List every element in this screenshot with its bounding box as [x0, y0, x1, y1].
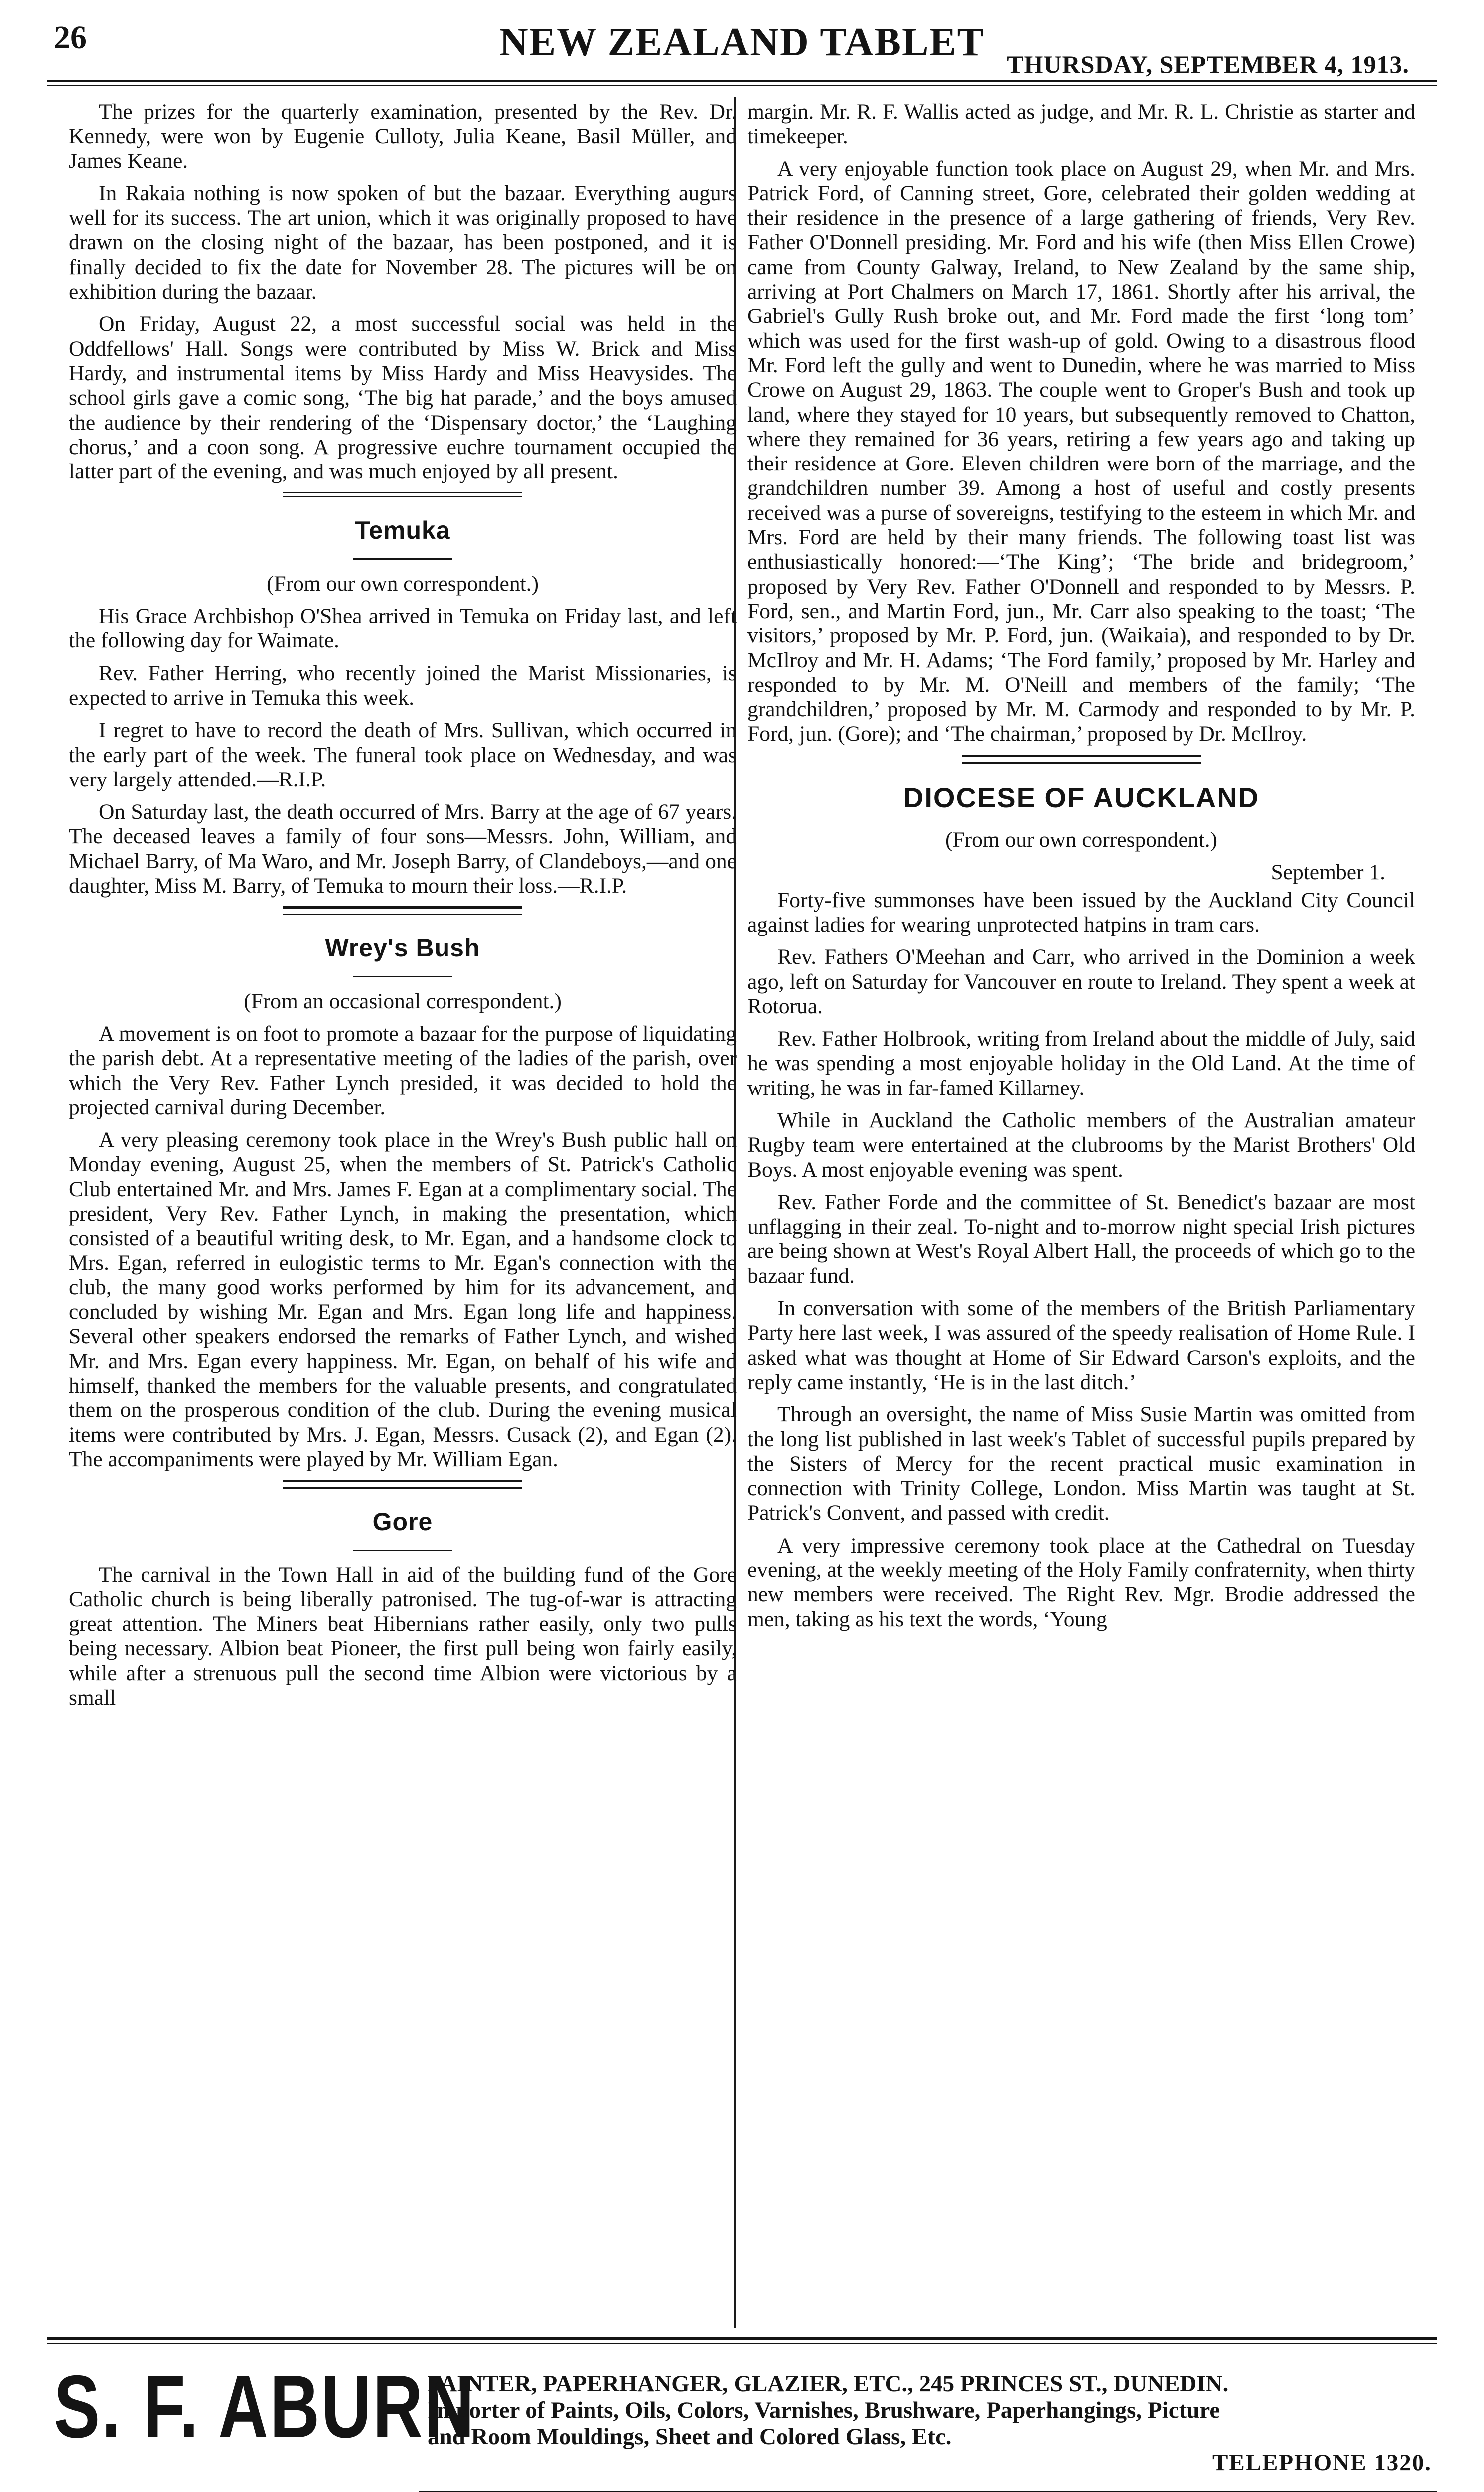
paragraph: A very pleasing ceremony took place in the Wrey's Bush public hall on Monday evening, August 25, when the members of St. Patrick's Catholic Club entertained Mr. and Mrs. James F. Egan at a complimentary social. The president, Very Rev. Father Lynch, in making the presentation, which consisted of a beautiful writing desk, to Mr. Egan, and a handsome clock to Mrs. Egan, referred in eulogistic terms to Mr. Egan's connection with the club, the many good works performed by him for its advancement, and concluded by wishing Mr. Egan and Mrs. Egan long life and happiness. Several other speakers endorsed the remarks of Father Lynch, and wished Mr. and Mrs. Egan every happiness. Mr. Egan, on behalf of his wife and himself, thanked the members for the valuable presents, and congratulated them on the prosperous condition of the club. During the evening musical items were contributed by Mrs. J. Egan, Messrs. Cusack (2), and Egan (2). The accompaniments were played by Mr. William Egan.	[69, 1128, 737, 1471]
masthead-rule-bottom	[47, 85, 1437, 86]
section-separator	[283, 906, 522, 915]
paragraph: The prizes for the quarterly examination, presented by the Rev. Dr. Kennedy, were won by Eugenie Culloty, Julia Keane, Basil Müller, and James Keane.	[69, 100, 737, 173]
paragraph: Rev. Fathers O'Meehan and Carr, who arrived in the Dominion a week ago, left on Saturday for Vancouver en route to Ireland. They spent a week at Rotorua.	[747, 945, 1415, 1018]
advert-line-2: Importer of Paints, Oils, Colors, Varnishes, Brushware, Paperhangings, Picture	[428, 2397, 1220, 2423]
advert-line-3: and Room Mouldings, Sheet and Colored Glass, Etc.	[428, 2424, 952, 2450]
paragraph: A very impressive ceremony took place at the Cathedral on Tuesday evening, at the weekly meeting of the Holy Family confraternity, when thirty new members were received. The Right Rev. Mgr. Brodie addressed the men, taking as his text the words, ‘Young	[747, 1533, 1415, 1631]
page-number: 26	[54, 19, 87, 56]
masthead-rule-top	[47, 80, 1437, 82]
left-column	[69, 100, 737, 1718]
footer-rule-top	[47, 2337, 1437, 2340]
publication-title: NEW ZEALAND TABLET	[499, 20, 985, 64]
heading-underline	[353, 558, 452, 560]
heading-underline	[353, 1550, 452, 1551]
section-separator	[283, 492, 522, 497]
byline: (From our own correspondent.)	[266, 571, 539, 596]
paragraph: The carnival in the Town Hall in aid of the building fund of the Gore Catholic church is being liberally patronised. The tug-of-war is attracting great attention. The Miners beat Hibernians rather easily, only two pulls being necessary. Albion beat Pioneer, the first pull being won fairly easily, while after a strenuous pull the second time Albion were victorious by a small	[69, 1562, 737, 1710]
paragraph: On Saturday last, the death occurred of Mrs. Barry at the age of 67 years. The deceased leaves a family of four sons—Messrs. John, William, and Michael Barry, of Ma Waro, and Mr. Joseph Barry, of Clandeboys,—and one daughter, Miss M. Barry, of Temuka to mourn their loss.—R.I.P.	[69, 800, 737, 898]
section-separator	[962, 755, 1201, 764]
byline: (From our own correspondent.)	[945, 828, 1218, 852]
paragraph: In Rakaia nothing is now spoken of but the bazaar. Everything augurs well for its success. The art union, which it was originally proposed to have drawn on the closing night of the bazaar, has been postponed, and it is finally decided to fix the date for November 28. The pictures will be on exhibition during the bazaar.	[69, 181, 737, 304]
advert-telephone: TELEPHONE 1320.	[1212, 2450, 1432, 2476]
paragraph: A very enjoyable function took place on August 29, when Mr. and Mrs. Patrick Ford, of Canning street, Gore, celebrated their golden wedding at their residence in the presence of a large gathering of friends, Very Rev. Father O'Donnell presiding. Mr. Ford and his wife (then Miss Ellen Crowe) came from County Galway, Ireland, to New Zealand by the same ship, arriving at Port Chalmers on March 17, 1861. Shortly after his arrival, the Gabriel's Gully Rush broke out, and Mr. Ford made the first ‘long tom’ which was used for the first wash-up of gold. Owing to a disastrous flood Mr. Ford left the gully and went to Dunedin, where he was married to Miss Crowe on August 29, 1863. The couple went to Groper's Bush and took up land, where they stayed for 10 years, but subsequently removed to Chatton, where they remained for 36 years, retiring a few years ago and taking up their residence at Gore. Eleven children were born of the marriage, and the grandchildren number 39. Among a host of useful and costly presents received was a purse of sovereigns, testifying to the esteem in which Mr. and Mrs. Ford are held by their many friends. The following toast list was enthusiastically honored:—‘The King’; ‘The bride and bridegroom,’ proposed by Very Rev. Father O'Donnell and responded to by Messrs. P. Ford, sen., and Martin Ford, jun., Mr. Carr also speaking to the toast; ‘The visitors,’ proposed by Mr. P. Ford, jun. (Waikaia), and responded to by Dr. McIlroy and Mr. H. Adams; ‘The Ford family,’ proposed by Mr. Harley and responded to by Mr. M. O'Neill and members of the family; ‘The grandchildren,’ proposed by Mr. M. Carmody and responded to by Mr. P. Ford, jun. (Gore); and ‘The chairman,’ proposed by Dr. McIlroy.	[747, 156, 1415, 746]
paragraph-continued: margin. Mr. R. F. Wallis acted as judge, and Mr. R. L. Christie as starter and timekeeper.	[747, 100, 1415, 149]
paragraph: On Friday, August 22, a most successful social was held in the Oddfellows' Hall. Songs were contributed by Miss W. Brick and Miss Hardy, and instrumental items by Miss Hardy and Miss Heavysides. The school girls gave a comic song, ‘The big hat parade,’ and the boys amused the audience by their rendering of the ‘Dispensary doctor,’ the ‘Laughing chorus,’ and a coon song. A progressive euchre tournament occupied the latter part of the evening, and was much enjoyed by all present.	[69, 312, 737, 484]
paragraph: In conversation with some of the members of the British Parliamentary Party here last week, I was assured of the speedy realisation of Home Rule. I asked what was thought at Home of Sir Edward Carson's exploits, and the reply came instantly, ‘He is in the last ditch.’	[747, 1296, 1415, 1394]
paragraph: Rev. Father Holbrook, writing from Ireland about the middle of July, said he was spending a most enjoyable holiday in the Old Land. At the time of writing, he was in far-famed Killarney.	[747, 1027, 1415, 1100]
right-column	[747, 100, 1415, 1640]
section-heading-temuka: Temuka	[355, 516, 450, 545]
paragraph: While in Auckland the Catholic members of the Australian amateur Rugby team were entertained at the clubrooms by the Marist Brothers' Old Boys. A most enjoyable evening was spent.	[747, 1108, 1415, 1182]
section-separator	[283, 1480, 522, 1489]
byline: (From an occasional correspondent.)	[244, 989, 562, 1013]
heading-underline	[353, 976, 452, 977]
footer-rule-bottom	[47, 2343, 1437, 2344]
advert-line-1: PAINTER, PAPERHANGER, GLAZIER, ETC., 245 PRINCES ST., DUNEDIN.	[428, 2371, 1229, 2397]
section-heading-auckland: DIOCESE OF AUCKLAND	[903, 781, 1260, 813]
paragraph: His Grace Archbishop O'Shea arrived in Temuka on Friday last, and left the following day for Waimate.	[69, 604, 737, 653]
dateline: September 1.	[1271, 860, 1385, 885]
paragraph: Through an oversight, the name of Miss Susie Martin was omitted from the long list published in last week's Tablet of successful pupils prepared by the Sisters of Mercy for the recent practical music examination in connection with Trinity College, London. Miss Martin was taught at St. Patrick's Convent, and passed with credit.	[747, 1402, 1415, 1525]
advert-text	[428, 2371, 1439, 2450]
paragraph: Rev. Father Forde and the committee of St. Benedict's bazaar are most unflagging in their zeal. To-night and to-morrow night special Irish pictures are being shown at West's Royal Albert Hall, the proceeds of which go to the bazaar fund.	[747, 1190, 1415, 1288]
paragraph: Rev. Father Herring, who recently joined the Marist Missionaries, is expected to arrive in Temuka this week.	[69, 661, 737, 710]
advert-name: S. F. ABURN	[54, 2357, 476, 2456]
paragraph: I regret to have to record the death of Mrs. Sullivan, which occurred in the early part of the week. The funeral took place on Wednesday, and was very largely attended.—R.I.P.	[69, 718, 737, 791]
paragraph: Forty-five summonses have been issued by the Auckland City Council against ladies for wearing unprotected hatpins in tram cars.	[747, 888, 1415, 936]
section-heading-wreys-bush: Wrey's Bush	[325, 934, 480, 962]
section-heading-gore: Gore	[372, 1508, 433, 1536]
paragraph: A movement is on foot to promote a bazaar for the purpose of liquidating the parish debt. At a representative meeting of the ladies of the parish, over which the Very Rev. Father Lynch presided, it was decided to hold the projected carnival during December.	[69, 1021, 737, 1119]
issue-date: THURSDAY, SEPTEMBER 4, 1913.	[1007, 50, 1409, 78]
